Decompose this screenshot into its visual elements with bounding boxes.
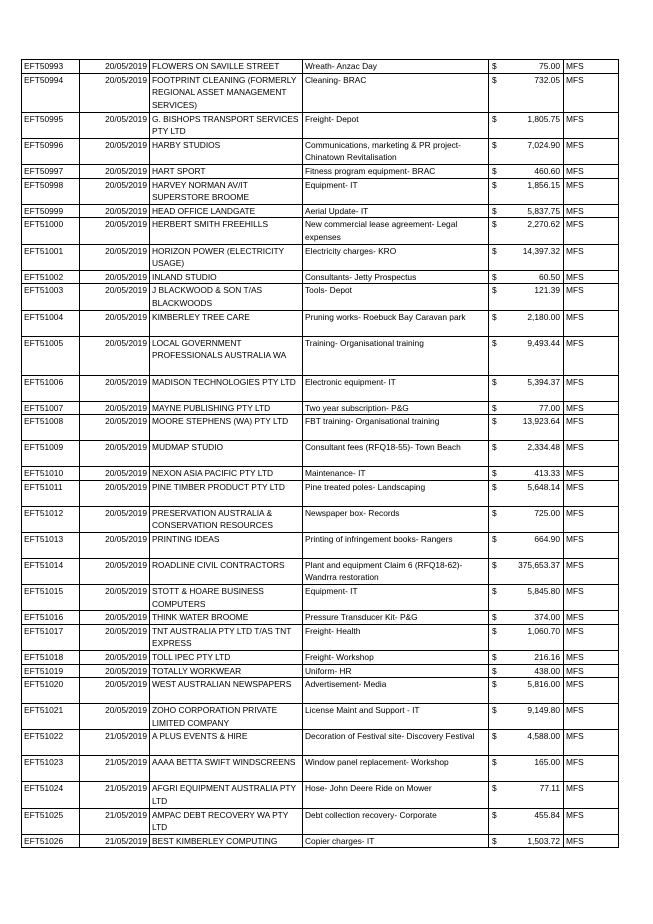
payment-ref-cell: EFT50993	[22, 60, 80, 74]
amount-cell: 2,270.62	[503, 218, 564, 244]
payment-ref-cell: EFT51020	[22, 678, 80, 704]
payment-ref-cell: EFT51011	[22, 480, 80, 506]
description-cell: New commercial lease agreement- Legal expenses	[303, 218, 489, 244]
currency-cell: $	[489, 704, 503, 730]
currency-cell: $	[489, 204, 503, 218]
currency-cell: $	[489, 624, 503, 650]
amount-cell: 5,845.80	[503, 585, 564, 611]
description-cell: Electricity charges- KRO	[303, 244, 489, 270]
payment-date-cell: 20/05/2019	[80, 336, 150, 375]
payment-ref-cell: EFT51002	[22, 270, 80, 284]
amount-cell: 5,648.14	[503, 480, 564, 506]
table-row	[22, 218, 619, 244]
payee-cell: PRESERVATION AUSTRALIA & CONSERVATION RESOURCES	[150, 506, 303, 532]
payment-ref-cell: EFT50999	[22, 204, 80, 218]
table-row	[22, 467, 619, 481]
description-cell: Pruning works- Roebuck Bay Caravan park	[303, 310, 489, 336]
amount-cell: 77.11	[503, 782, 564, 808]
payment-date-cell: 20/05/2019	[80, 415, 150, 441]
table-row	[22, 270, 619, 284]
payee-cell: BEST KIMBERLEY COMPUTING	[150, 834, 303, 848]
payee-cell: TNT AUSTRALIA PTY LTD T/AS TNT EXPRESS	[150, 624, 303, 650]
payee-cell: HARBY STUDIOS	[150, 138, 303, 164]
payee-cell: ZOHO CORPORATION PRIVATE LIMITED COMPANY	[150, 704, 303, 730]
description-cell: Printing of infringement books- Rangers	[303, 532, 489, 558]
amount-cell: 60.50	[503, 270, 564, 284]
description-cell: FBT training- Organisational training	[303, 415, 489, 441]
payment-date-cell: 20/05/2019	[80, 506, 150, 532]
payee-cell: A PLUS EVENTS & HIRE	[150, 730, 303, 756]
description-cell: Equipment- IT	[303, 178, 489, 204]
table-row	[22, 284, 619, 310]
payment-ref-cell: EFT51012	[22, 506, 80, 532]
code-cell: MFS	[564, 204, 619, 218]
payment-ref-cell: EFT51016	[22, 611, 80, 625]
table-row	[22, 558, 619, 584]
description-cell: Freight- Depot	[303, 112, 489, 138]
amount-cell: 1,856.15	[503, 178, 564, 204]
currency-cell: $	[489, 60, 503, 74]
code-cell: MFS	[564, 558, 619, 584]
description-cell: Uniform- HR	[303, 664, 489, 678]
currency-cell: $	[489, 834, 503, 848]
table-row	[22, 441, 619, 467]
payment-date-cell: 20/05/2019	[80, 284, 150, 310]
payment-ref-cell: EFT51017	[22, 624, 80, 650]
table-row	[22, 664, 619, 678]
table-row	[22, 244, 619, 270]
code-cell: MFS	[564, 375, 619, 401]
table-row	[22, 204, 619, 218]
table-row	[22, 611, 619, 625]
payment-ref-cell: EFT51001	[22, 244, 80, 270]
payment-ref-cell: EFT51026	[22, 834, 80, 848]
payee-cell: MUDMAP STUDIO	[150, 441, 303, 467]
amount-cell: 725.00	[503, 506, 564, 532]
payment-ref-cell: EFT50997	[22, 164, 80, 178]
payment-ref-cell: EFT51023	[22, 756, 80, 782]
payment-ref-cell: EFT51018	[22, 651, 80, 665]
payee-cell: AAAA BETTA SWIFT WINDSCREENS	[150, 756, 303, 782]
code-cell: MFS	[564, 164, 619, 178]
payment-date-cell: 20/05/2019	[80, 678, 150, 704]
payee-cell: HERBERT SMITH FREEHILLS	[150, 218, 303, 244]
amount-cell: 4,588.00	[503, 730, 564, 756]
payment-ref-cell: EFT51021	[22, 704, 80, 730]
currency-cell: $	[489, 73, 503, 112]
payment-ref-cell: EFT51015	[22, 585, 80, 611]
payment-date-cell: 20/05/2019	[80, 164, 150, 178]
currency-cell: $	[489, 585, 503, 611]
payment-date-cell: 21/05/2019	[80, 808, 150, 834]
table-row	[22, 704, 619, 730]
currency-cell: $	[489, 375, 503, 401]
payment-ref-cell: EFT51006	[22, 375, 80, 401]
payment-date-cell: 20/05/2019	[80, 704, 150, 730]
code-cell: MFS	[564, 624, 619, 650]
payment-date-cell: 20/05/2019	[80, 73, 150, 112]
payee-cell: J BLACKWOOD & SON T/AS BLACKWOODS	[150, 284, 303, 310]
description-cell: Equipment- IT	[303, 585, 489, 611]
currency-cell: $	[489, 441, 503, 467]
code-cell: MFS	[564, 480, 619, 506]
description-cell: Cleaning- BRAC	[303, 73, 489, 112]
code-cell: MFS	[564, 270, 619, 284]
currency-cell: $	[489, 178, 503, 204]
amount-cell: 438.00	[503, 664, 564, 678]
payee-cell: TOTALLY WORKWEAR	[150, 664, 303, 678]
amount-cell: 374.00	[503, 611, 564, 625]
code-cell: MFS	[564, 506, 619, 532]
amount-cell: 9,493.44	[503, 336, 564, 375]
code-cell: MFS	[564, 73, 619, 112]
table-row	[22, 651, 619, 665]
amount-cell: 13,923.64	[503, 415, 564, 441]
currency-cell: $	[489, 611, 503, 625]
payment-date-cell: 20/05/2019	[80, 375, 150, 401]
description-cell: Copier charges- IT	[303, 834, 489, 848]
payment-ref-cell: EFT51014	[22, 558, 80, 584]
code-cell: MFS	[564, 664, 619, 678]
description-cell: Consultants- Jetty Prospectus	[303, 270, 489, 284]
code-cell: MFS	[564, 611, 619, 625]
amount-cell: 460.60	[503, 164, 564, 178]
description-cell: Training- Organisational training	[303, 336, 489, 375]
payment-date-cell: 20/05/2019	[80, 270, 150, 284]
table-row	[22, 782, 619, 808]
payee-cell: MADISON TECHNOLOGIES PTY LTD	[150, 375, 303, 401]
description-cell: Pine treated poles- Landscaping	[303, 480, 489, 506]
table-row	[22, 834, 619, 848]
payment-date-cell: 21/05/2019	[80, 782, 150, 808]
payee-cell: HART SPORT	[150, 164, 303, 178]
currency-cell: $	[489, 664, 503, 678]
table-row	[22, 336, 619, 375]
table-row	[22, 73, 619, 112]
description-cell: Tools- Depot	[303, 284, 489, 310]
currency-cell: $	[489, 506, 503, 532]
payment-date-cell: 21/05/2019	[80, 834, 150, 848]
payment-date-cell: 20/05/2019	[80, 480, 150, 506]
currency-cell: $	[489, 480, 503, 506]
code-cell: MFS	[564, 532, 619, 558]
currency-cell: $	[489, 112, 503, 138]
description-cell: Plant and equipment Claim 6 (RFQ18-62)- Wandrra restoration	[303, 558, 489, 584]
amount-cell: 9,149.80	[503, 704, 564, 730]
amount-cell: 5,837.75	[503, 204, 564, 218]
payment-date-cell: 21/05/2019	[80, 756, 150, 782]
currency-cell: $	[489, 138, 503, 164]
payment-date-cell: 20/05/2019	[80, 138, 150, 164]
description-cell: Wreath- Anzac Day	[303, 60, 489, 74]
payee-cell: AFGRI EQUIPMENT AUSTRALIA PTY LTD	[150, 782, 303, 808]
payee-cell: G. BISHOPS TRANSPORT SERVICES PTY LTD	[150, 112, 303, 138]
description-cell: Freight- Workshop	[303, 651, 489, 665]
description-cell: Pressure Transducer Kit- P&G	[303, 611, 489, 625]
payments-table	[21, 59, 619, 848]
amount-cell: 455.84	[503, 808, 564, 834]
payee-cell: AMPAC DEBT RECOVERY WA PTY LTD	[150, 808, 303, 834]
code-cell: MFS	[564, 415, 619, 441]
payee-cell: HEAD OFFICE LANDGATE	[150, 204, 303, 218]
payment-date-cell: 20/05/2019	[80, 60, 150, 74]
payment-date-cell: 20/05/2019	[80, 112, 150, 138]
payment-date-cell: 20/05/2019	[80, 664, 150, 678]
table-row	[22, 624, 619, 650]
table-row	[22, 60, 619, 74]
payment-date-cell: 20/05/2019	[80, 467, 150, 481]
payee-cell: FOOTPRINT CLEANING (FORMERLY REGIONAL ASSET MANAGEMENT SERVICES)	[150, 73, 303, 112]
code-cell: MFS	[564, 834, 619, 848]
code-cell: MFS	[564, 218, 619, 244]
table-row	[22, 808, 619, 834]
description-cell: Aerial Update- IT	[303, 204, 489, 218]
description-cell: Decoration of Festival site- Discovery Festival	[303, 730, 489, 756]
table-row	[22, 756, 619, 782]
payment-date-cell: 20/05/2019	[80, 178, 150, 204]
code-cell: MFS	[564, 678, 619, 704]
code-cell: MFS	[564, 756, 619, 782]
amount-cell: 77.00	[503, 401, 564, 415]
amount-cell: 664.90	[503, 532, 564, 558]
payment-ref-cell: EFT51000	[22, 218, 80, 244]
code-cell: MFS	[564, 178, 619, 204]
amount-cell: 5,816.00	[503, 678, 564, 704]
payment-date-cell: 20/05/2019	[80, 611, 150, 625]
amount-cell: 1,805.75	[503, 112, 564, 138]
table-row	[22, 480, 619, 506]
code-cell: MFS	[564, 441, 619, 467]
payment-date-cell: 20/05/2019	[80, 585, 150, 611]
currency-cell: $	[489, 310, 503, 336]
payment-date-cell: 20/05/2019	[80, 401, 150, 415]
payee-cell: ROADLINE CIVIL CONTRACTORS	[150, 558, 303, 584]
code-cell: MFS	[564, 112, 619, 138]
payee-cell: HARVEY NORMAN AV/IT SUPERSTORE BROOME	[150, 178, 303, 204]
description-cell: Newspaper box- Records	[303, 506, 489, 532]
amount-cell: 165.00	[503, 756, 564, 782]
payment-ref-cell: EFT51013	[22, 532, 80, 558]
code-cell: MFS	[564, 310, 619, 336]
description-cell: Two year subscription- P&G	[303, 401, 489, 415]
payment-date-cell: 20/05/2019	[80, 310, 150, 336]
code-cell: MFS	[564, 808, 619, 834]
currency-cell: $	[489, 467, 503, 481]
payment-ref-cell: EFT51024	[22, 782, 80, 808]
table-row	[22, 178, 619, 204]
payment-date-cell: 20/05/2019	[80, 244, 150, 270]
amount-cell: 375,653.37	[503, 558, 564, 584]
amount-cell: 1,060.70	[503, 624, 564, 650]
currency-cell: $	[489, 270, 503, 284]
payee-cell: NEXON ASIA PACIFIC PTY LTD	[150, 467, 303, 481]
payment-ref-cell: EFT50995	[22, 112, 80, 138]
payee-cell: STOTT & HOARE BUSINESS COMPUTERS	[150, 585, 303, 611]
payment-ref-cell: EFT50998	[22, 178, 80, 204]
table-row	[22, 310, 619, 336]
payee-cell: WEST AUSTRALIAN NEWSPAPERS	[150, 678, 303, 704]
table-row	[22, 112, 619, 138]
table-row	[22, 138, 619, 164]
description-cell: Electronic equipment- IT	[303, 375, 489, 401]
code-cell: MFS	[564, 467, 619, 481]
payment-date-cell: 20/05/2019	[80, 218, 150, 244]
payee-cell: HORIZON POWER (ELECTRICITY USAGE)	[150, 244, 303, 270]
payee-cell: MAYNE PUBLISHING PTY LTD	[150, 401, 303, 415]
payment-date-cell: 20/05/2019	[80, 651, 150, 665]
table-row	[22, 164, 619, 178]
currency-cell: $	[489, 336, 503, 375]
payee-cell: THINK WATER BROOME	[150, 611, 303, 625]
table-row	[22, 415, 619, 441]
payee-cell: FLOWERS ON SAVILLE STREET	[150, 60, 303, 74]
amount-cell: 121.39	[503, 284, 564, 310]
currency-cell: $	[489, 558, 503, 584]
amount-cell: 7,024.90	[503, 138, 564, 164]
currency-cell: $	[489, 756, 503, 782]
payee-cell: PINE TIMBER PRODUCT PTY LTD	[150, 480, 303, 506]
payment-date-cell: 20/05/2019	[80, 558, 150, 584]
currency-cell: $	[489, 678, 503, 704]
description-cell: Fitness program equipment- BRAC	[303, 164, 489, 178]
payee-cell: KIMBERLEY TREE CARE	[150, 310, 303, 336]
payment-ref-cell: EFT50996	[22, 138, 80, 164]
currency-cell: $	[489, 730, 503, 756]
description-cell: Communications, marketing & PR project- Chinatown Revitalisation	[303, 138, 489, 164]
currency-cell: $	[489, 808, 503, 834]
amount-cell: 1,503.72	[503, 834, 564, 848]
description-cell: Window panel replacement- Workshop	[303, 756, 489, 782]
description-cell: Consultant fees (RFQ18-55)- Town Beach	[303, 441, 489, 467]
description-cell: Debt collection recovery- Corporate	[303, 808, 489, 834]
description-cell: Hose- John Deere Ride on Mower	[303, 782, 489, 808]
currency-cell: $	[489, 401, 503, 415]
payment-ref-cell: EFT51005	[22, 336, 80, 375]
code-cell: MFS	[564, 138, 619, 164]
code-cell: MFS	[564, 244, 619, 270]
payment-date-cell: 20/05/2019	[80, 624, 150, 650]
description-cell: Freight- Health	[303, 624, 489, 650]
currency-cell: $	[489, 244, 503, 270]
payment-ref-cell: EFT51004	[22, 310, 80, 336]
payment-date-cell: 20/05/2019	[80, 532, 150, 558]
payee-cell: INLAND STUDIO	[150, 270, 303, 284]
description-cell: Maintenance- IT	[303, 467, 489, 481]
payee-cell: MOORE STEPHENS (WA) PTY LTD	[150, 415, 303, 441]
amount-cell: 413.33	[503, 467, 564, 481]
amount-cell: 2,180.00	[503, 310, 564, 336]
currency-cell: $	[489, 415, 503, 441]
currency-cell: $	[489, 284, 503, 310]
code-cell: MFS	[564, 60, 619, 74]
payment-date-cell: 20/05/2019	[80, 204, 150, 218]
payment-ref-cell: EFT51025	[22, 808, 80, 834]
code-cell: MFS	[564, 730, 619, 756]
amount-cell: 2,334.48	[503, 441, 564, 467]
payee-cell: TOLL IPEC PTY LTD	[150, 651, 303, 665]
code-cell: MFS	[564, 585, 619, 611]
payment-date-cell: 21/05/2019	[80, 730, 150, 756]
payment-date-cell: 20/05/2019	[80, 441, 150, 467]
currency-cell: $	[489, 651, 503, 665]
code-cell: MFS	[564, 401, 619, 415]
payment-ref-cell: EFT51007	[22, 401, 80, 415]
table-row	[22, 506, 619, 532]
amount-cell: 216.16	[503, 651, 564, 665]
table-row	[22, 585, 619, 611]
payment-ref-cell: EFT51009	[22, 441, 80, 467]
table-row	[22, 401, 619, 415]
code-cell: MFS	[564, 336, 619, 375]
payment-ref-cell: EFT51010	[22, 467, 80, 481]
code-cell: MFS	[564, 704, 619, 730]
table-row	[22, 678, 619, 704]
currency-cell: $	[489, 532, 503, 558]
currency-cell: $	[489, 218, 503, 244]
table-row	[22, 532, 619, 558]
table-row	[22, 730, 619, 756]
payment-ref-cell: EFT51008	[22, 415, 80, 441]
code-cell: MFS	[564, 782, 619, 808]
currency-cell: $	[489, 164, 503, 178]
amount-cell: 5,394.37	[503, 375, 564, 401]
code-cell: MFS	[564, 651, 619, 665]
payee-cell: LOCAL GOVERNMENT PROFESSIONALS AUSTRALIA WA	[150, 336, 303, 375]
amount-cell: 14,397.32	[503, 244, 564, 270]
payment-ref-cell: EFT51003	[22, 284, 80, 310]
payments-table-body	[22, 60, 619, 848]
amount-cell: 75.00	[503, 60, 564, 74]
amount-cell: 732.05	[503, 73, 564, 112]
description-cell: License Maint and Support - IT	[303, 704, 489, 730]
code-cell: MFS	[564, 284, 619, 310]
description-cell: Advertisement- Media	[303, 678, 489, 704]
payment-ref-cell: EFT51019	[22, 664, 80, 678]
currency-cell: $	[489, 782, 503, 808]
table-row	[22, 375, 619, 401]
payee-cell: PRINTING IDEAS	[150, 532, 303, 558]
payment-ref-cell: EFT51022	[22, 730, 80, 756]
payment-ref-cell: EFT50994	[22, 73, 80, 112]
